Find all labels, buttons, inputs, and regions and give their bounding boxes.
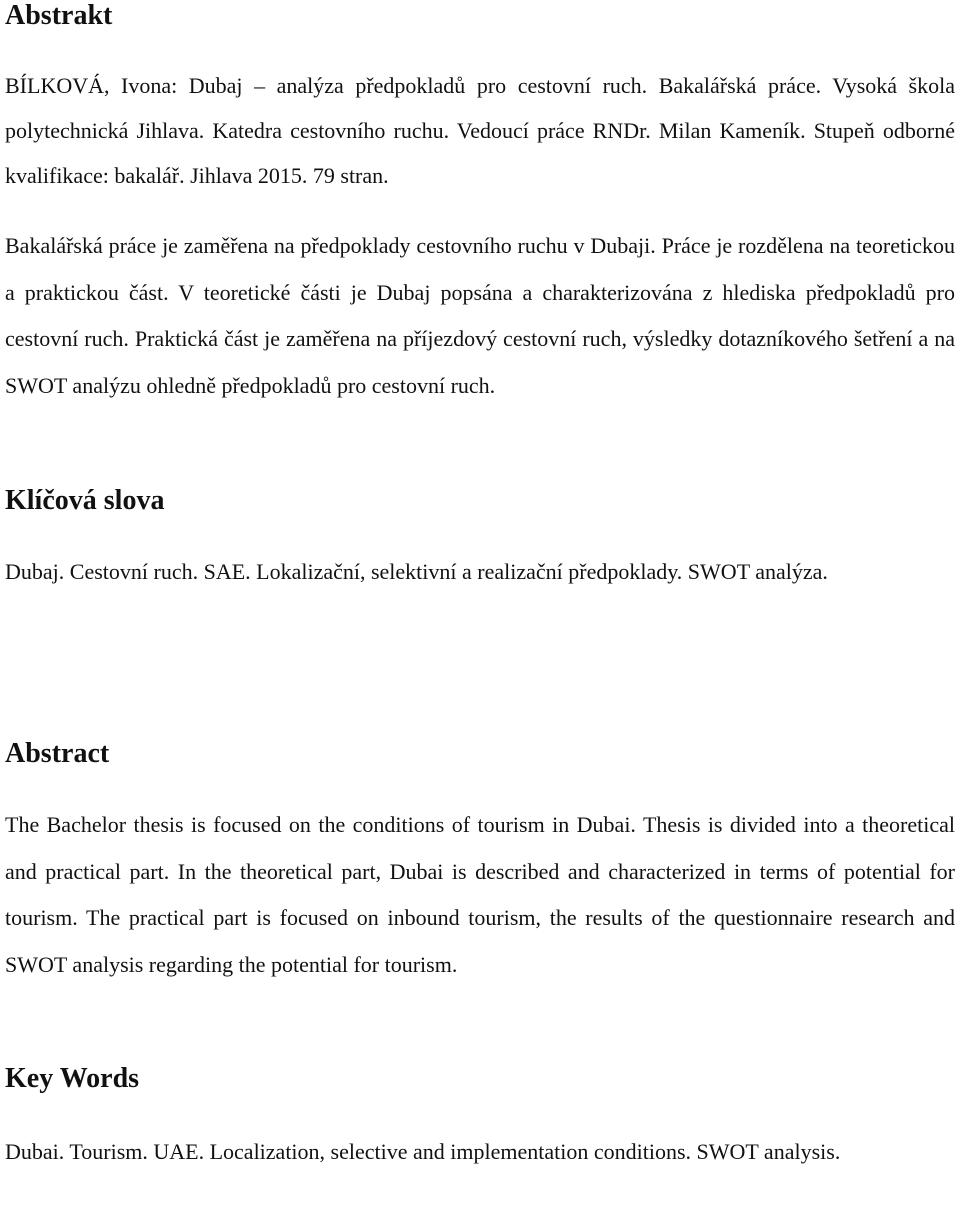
abstract-body: The Bachelor thesis is focused on the conditions of tourism in Dubai. Thesis is divided into a theoretical and practical part. In the theoretical part, Dubai is described and characterized in terms of potential for tourism. The practical part is focused on inbound tourism, the results of the questionnaire research and SWOT analysis regarding the potential for tourism.: [5, 812, 955, 977]
klicova-slova-heading: Klíčová slova: [5, 485, 165, 516]
abstract-heading: Abstract: [5, 738, 110, 769]
key-words-text: Dubai. Tourism. UAE. Localization, selective and implementation conditions. SWOT analysis.: [5, 1139, 841, 1164]
klicova-slova-text: Dubaj. Cestovní ruch. SAE. Lokalizační, selektivní a realizační předpoklady. SWOT analýza.: [5, 559, 828, 584]
key-words-heading: Key Words: [5, 1063, 140, 1094]
abstrakt-citation: BÍLKOVÁ, Ivona: Dubaj – analýza předpokladů pro cestovní ruch. Bakalářská práce. Vysoká škola polytechnická Jihlava. Katedra cestovního ruchu. Vedoucí práce RNDr. Milan Kameník. Stupeň odborné kvalifikace: bakalář. Jihlava 2015. 79 stran.: [5, 73, 955, 188]
abstrakt-body: Bakalářská práce je zaměřena na předpoklady cestovního ruchu v Dubaji. Práce je rozdělena na teoretickou a praktickou část. V teoretické části je Dubaj popsána a charakterizována z hlediska předpokladů pro cestovní ruch. Praktická část je zaměřena na příjezdový cestovní ruch, výsledky dotazníkového šetření a na SWOT analýzu ohledně předpokladů pro cestovní ruch.: [5, 233, 955, 398]
abstrakt-heading: Abstrakt: [5, 0, 113, 31]
